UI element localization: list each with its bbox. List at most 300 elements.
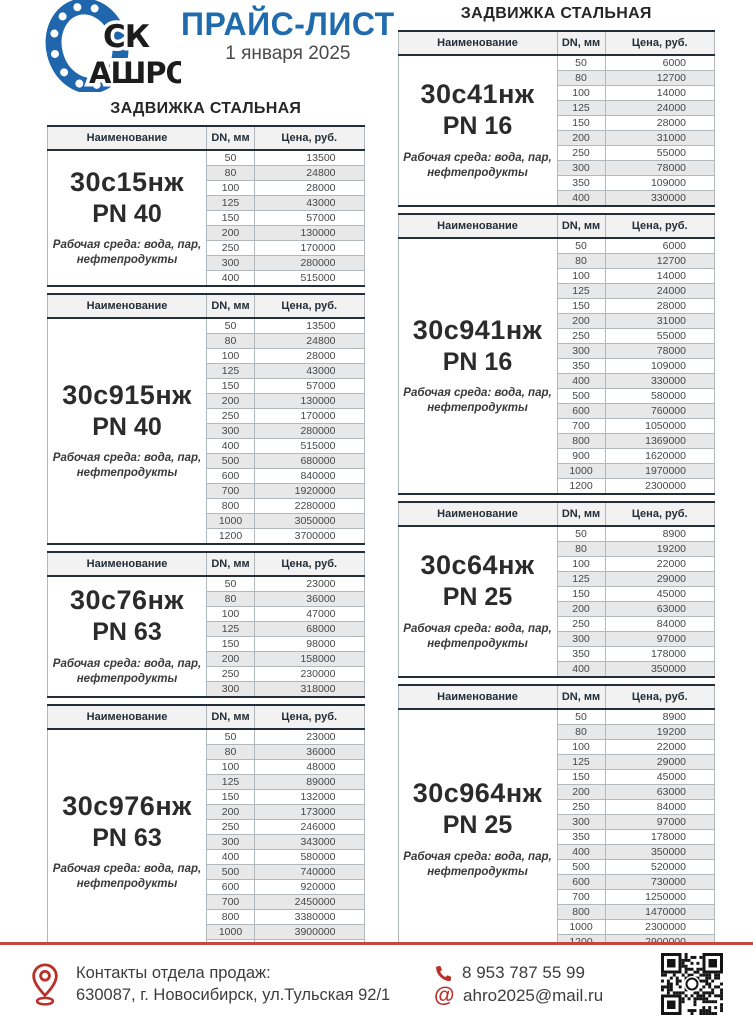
dn-value: 700 (207, 895, 255, 910)
price-value: 23000 (255, 576, 365, 592)
column-header-dn: DN, мм (207, 552, 255, 576)
dn-value: 350 (557, 176, 605, 191)
left-tables (47, 125, 365, 956)
price-value: 29000 (605, 572, 715, 587)
price-row (398, 55, 715, 71)
pressure-rating: PN 40 (92, 412, 162, 441)
dn-value: 300 (207, 256, 255, 271)
dn-value: 250 (557, 146, 605, 161)
contacts-label: Контакты отдела продаж: (76, 963, 271, 982)
logo-text-bottom: АШРО (89, 56, 181, 90)
price-value: 230000 (255, 667, 365, 682)
column-header-dn: DN, мм (557, 502, 605, 526)
section-title-right: ЗАДВИЖКА СТАЛЬНАЯ (460, 5, 652, 22)
price-value: 350000 (605, 662, 715, 678)
price-table-head (48, 294, 365, 318)
dn-value: 125 (557, 755, 605, 770)
price-value: 24000 (605, 284, 715, 299)
dn-value: 500 (557, 860, 605, 875)
right-tables (398, 30, 716, 951)
price-value: 520000 (605, 860, 715, 875)
dn-value: 150 (557, 299, 605, 314)
dn-value: 600 (207, 469, 255, 484)
price-row (398, 238, 715, 254)
reach-block (434, 963, 603, 1006)
dn-value: 50 (207, 318, 255, 334)
price-value: 24800 (255, 334, 365, 349)
price-value: 3380000 (255, 910, 365, 925)
dn-value: 80 (207, 745, 255, 760)
price-value: 280000 (255, 256, 365, 271)
product-name: 30с964нж (412, 778, 543, 809)
price-value: 130000 (255, 394, 365, 409)
price-value: 109000 (605, 176, 715, 191)
working-medium: Рабочая среда: вода, пар, нефтепродукты (52, 239, 202, 267)
price-value: 3050000 (255, 514, 365, 529)
dn-value: 50 (557, 709, 605, 725)
price-table-body (398, 526, 715, 677)
price-table-body (398, 709, 715, 950)
column-header-name: Наименование (398, 502, 557, 526)
price-value: 36000 (255, 592, 365, 607)
dn-value: 100 (557, 86, 605, 101)
dn-value: 125 (207, 775, 255, 790)
pressure-rating: PN 63 (92, 618, 162, 647)
price-value: 28000 (605, 116, 715, 131)
price-value: 515000 (255, 439, 365, 454)
dn-value: 250 (557, 800, 605, 815)
column-header-name: Наименование (398, 31, 557, 55)
price-value: 680000 (255, 454, 365, 469)
price-table-head (48, 126, 365, 150)
header-row (48, 705, 365, 729)
dn-value: 200 (207, 652, 255, 667)
dn-value: 150 (207, 790, 255, 805)
price-value: 760000 (605, 404, 715, 419)
product-cell (48, 576, 207, 697)
dn-value: 300 (557, 632, 605, 647)
dn-value: 500 (557, 389, 605, 404)
dn-value: 150 (207, 379, 255, 394)
dn-value: 1000 (207, 514, 255, 529)
price-value: 318000 (255, 682, 365, 698)
working-medium: Рабочая среда: вода, пар, нефтепродукты (52, 863, 202, 891)
price-value: 47000 (255, 607, 365, 622)
price-table-body (398, 238, 715, 494)
column-header-name: Наименование (48, 294, 207, 318)
column-header-name: Наименование (48, 552, 207, 576)
price-table-body (48, 729, 365, 955)
price-value: 280000 (255, 424, 365, 439)
price-value: 84000 (605, 617, 715, 632)
price-value: 22000 (605, 557, 715, 572)
price-row (48, 150, 365, 166)
price-table-head (48, 705, 365, 729)
product-cell (398, 526, 557, 677)
dn-value: 125 (207, 622, 255, 637)
dn-value: 80 (557, 725, 605, 740)
dn-value: 125 (557, 284, 605, 299)
price-value: 43000 (255, 364, 365, 379)
price-value: 89000 (255, 775, 365, 790)
at-sign-icon: @ (434, 983, 455, 1007)
price-table-head (48, 552, 365, 576)
price-value: 19200 (605, 542, 715, 557)
left-column (47, 0, 395, 956)
price-table-head (398, 502, 715, 526)
working-medium: Рабочая среда: вода, пар, нефтепродукты (403, 850, 552, 878)
dn-value: 700 (557, 419, 605, 434)
phone-row (434, 963, 603, 983)
working-medium: Рабочая среда: вода, пар, нефтепродукты (52, 657, 202, 685)
dn-value: 200 (207, 226, 255, 241)
brand-row (47, 0, 395, 97)
dn-value: 100 (557, 269, 605, 284)
dn-value: 350 (557, 647, 605, 662)
dn-value: 200 (557, 785, 605, 800)
price-value: 63000 (605, 602, 715, 617)
column-header-dn: DN, мм (207, 294, 255, 318)
price-value: 29000 (605, 755, 715, 770)
dn-value: 800 (557, 434, 605, 449)
price-value: 36000 (255, 745, 365, 760)
dn-value: 80 (207, 166, 255, 181)
price-table (47, 293, 365, 545)
product-name: 30с41нж (420, 79, 535, 110)
page-title: ПРАЙС-ЛИСТ (181, 6, 395, 42)
price-row (398, 709, 715, 725)
pressure-rating: PN 63 (92, 823, 162, 852)
product-name: 30с915нж (62, 379, 192, 410)
price-value: 28000 (255, 181, 365, 196)
column-header-dn: DN, мм (557, 31, 605, 55)
price-value: 57000 (255, 211, 365, 226)
dn-value: 200 (207, 394, 255, 409)
price-value: 13500 (255, 150, 365, 166)
price-value: 78000 (605, 161, 715, 176)
column-header-dn: DN, мм (557, 214, 605, 238)
dn-value: 800 (557, 905, 605, 920)
price-value: 6000 (605, 55, 715, 71)
dn-value: 600 (557, 875, 605, 890)
price-table-body (48, 576, 365, 697)
dn-value: 700 (207, 484, 255, 499)
price-value: 13500 (255, 318, 365, 334)
price-value: 84000 (605, 800, 715, 815)
price-value: 55000 (605, 329, 715, 344)
column-header-name: Наименование (48, 705, 207, 729)
column-header-dn: DN, мм (207, 705, 255, 729)
price-value: 330000 (605, 374, 715, 389)
pressure-rating: PN 16 (442, 347, 513, 376)
price-table-body (398, 55, 715, 206)
price-value: 8900 (605, 526, 715, 542)
header-row (48, 294, 365, 318)
column-header-price: Цена, руб. (605, 685, 715, 709)
dn-value: 50 (207, 729, 255, 745)
price-value: 6000 (605, 238, 715, 254)
price-value: 343000 (255, 835, 365, 850)
dn-value: 500 (207, 865, 255, 880)
dn-value: 200 (557, 131, 605, 146)
price-value: 178000 (605, 830, 715, 845)
price-value: 840000 (255, 469, 365, 484)
dn-value: 300 (557, 815, 605, 830)
footer-content (0, 945, 753, 1024)
dn-value: 200 (207, 805, 255, 820)
dn-value: 150 (557, 116, 605, 131)
dn-value: 125 (207, 364, 255, 379)
price-value: 109000 (605, 359, 715, 374)
price-table (398, 684, 716, 951)
ashro-logo (31, 0, 181, 97)
footer (0, 942, 753, 1024)
price-value: 2280000 (255, 499, 365, 514)
column-header-price: Цена, руб. (255, 126, 365, 150)
dn-value: 100 (207, 760, 255, 775)
dn-value: 100 (207, 349, 255, 364)
working-medium: Рабочая среда: вода, пар, нефтепродукты (52, 452, 202, 480)
price-value: 1920000 (255, 484, 365, 499)
product-cell (398, 55, 557, 206)
product-cell (398, 709, 557, 950)
section-title-left: ЗАДВИЖКА СТАЛЬНАЯ (110, 100, 302, 117)
price-value: 330000 (605, 191, 715, 207)
dn-value: 400 (207, 850, 255, 865)
dn-value: 1200 (207, 529, 255, 545)
price-value: 28000 (605, 299, 715, 314)
price-value: 3900000 (255, 925, 365, 940)
price-table (398, 213, 716, 495)
price-value: 19200 (605, 725, 715, 740)
qr-code (661, 953, 723, 1015)
column-header-name: Наименование (48, 126, 207, 150)
product-cell (48, 318, 207, 544)
dn-value: 300 (557, 344, 605, 359)
column-header-name: Наименование (398, 214, 557, 238)
price-value: 2300000 (605, 920, 715, 935)
price-value: 22000 (605, 740, 715, 755)
price-value: 730000 (605, 875, 715, 890)
price-value: 740000 (255, 865, 365, 880)
dn-value: 150 (557, 770, 605, 785)
header-row (48, 552, 365, 576)
price-value: 98000 (255, 637, 365, 652)
price-table (398, 501, 716, 678)
price-value: 132000 (255, 790, 365, 805)
price-table (47, 551, 365, 698)
dn-value: 800 (207, 910, 255, 925)
product-name: 30с64нж (420, 550, 535, 581)
dn-value: 350 (557, 830, 605, 845)
price-value: 45000 (605, 587, 715, 602)
dn-value: 250 (207, 820, 255, 835)
dn-value: 150 (207, 211, 255, 226)
dn-value: 350 (557, 359, 605, 374)
price-table-head (398, 214, 715, 238)
column-header-price: Цена, руб. (605, 502, 715, 526)
column-header-name: Наименование (398, 685, 557, 709)
price-value: 1470000 (605, 905, 715, 920)
logo-text-top: СК (103, 19, 150, 55)
price-value: 57000 (255, 379, 365, 394)
dn-value: 400 (557, 191, 605, 207)
price-value: 1369000 (605, 434, 715, 449)
dn-value: 400 (207, 439, 255, 454)
working-medium: Рабочая среда: вода, пар, нефтепродукты (403, 387, 552, 415)
price-value: 1620000 (605, 449, 715, 464)
header-row (398, 31, 715, 55)
price-table-head (398, 685, 715, 709)
price-value: 31000 (605, 314, 715, 329)
product-name: 30с941нж (412, 314, 543, 345)
dn-value: 1000 (557, 920, 605, 935)
price-value: 8900 (605, 709, 715, 725)
location-pin-icon (28, 961, 62, 1007)
price-value: 31000 (605, 131, 715, 146)
price-row (48, 318, 365, 334)
dn-value: 500 (207, 454, 255, 469)
price-value: 78000 (605, 344, 715, 359)
price-table-body (48, 318, 365, 544)
dn-value: 200 (557, 602, 605, 617)
price-table-body (48, 150, 365, 286)
dn-value: 80 (557, 542, 605, 557)
pressure-rating: PN 25 (442, 583, 513, 612)
price-value: 170000 (255, 409, 365, 424)
price-value: 24800 (255, 166, 365, 181)
dn-value: 125 (557, 572, 605, 587)
contacts-block (28, 961, 390, 1007)
price-value: 1250000 (605, 890, 715, 905)
dn-value: 600 (207, 880, 255, 895)
column-header-dn: DN, мм (207, 126, 255, 150)
price-value: 14000 (605, 269, 715, 284)
price-row (48, 729, 365, 745)
dn-value: 1200 (557, 479, 605, 495)
price-value: 130000 (255, 226, 365, 241)
dn-value: 100 (557, 557, 605, 572)
email-address: ahro2025@mail.ru (463, 985, 604, 1005)
dn-value: 300 (207, 835, 255, 850)
phone-number: 8 953 787 55 99 (462, 962, 585, 982)
price-value: 12700 (605, 71, 715, 86)
dn-value: 80 (207, 334, 255, 349)
header-row (398, 214, 715, 238)
product-name: 30с76нж (69, 585, 185, 616)
dn-value: 300 (207, 682, 255, 698)
price-value: 2300000 (605, 479, 715, 495)
price-value: 55000 (605, 146, 715, 161)
pressure-rating: PN 16 (442, 112, 513, 141)
price-table (47, 125, 365, 287)
dn-value: 50 (557, 238, 605, 254)
page-date: 1 января 2025 (225, 42, 351, 64)
product-cell (48, 150, 207, 286)
pressure-rating: PN 40 (92, 199, 162, 228)
dn-value: 50 (207, 150, 255, 166)
product-name: 30с15нж (69, 166, 185, 197)
dn-value: 125 (207, 196, 255, 211)
column-header-price: Цена, руб. (255, 294, 365, 318)
dn-value: 50 (557, 526, 605, 542)
dn-value: 80 (557, 71, 605, 86)
product-name: 30с976нж (62, 790, 192, 821)
price-value: 12700 (605, 254, 715, 269)
dn-value: 150 (557, 587, 605, 602)
column-header-price: Цена, руб. (605, 31, 715, 55)
dn-value: 250 (207, 667, 255, 682)
dn-value: 800 (207, 499, 255, 514)
column-header-price: Цена, руб. (255, 552, 365, 576)
dn-value: 50 (557, 55, 605, 71)
product-cell (48, 729, 207, 955)
price-value: 97000 (605, 815, 715, 830)
price-value: 173000 (255, 805, 365, 820)
dn-value: 100 (207, 181, 255, 196)
dn-value: 400 (557, 845, 605, 860)
price-value: 97000 (605, 632, 715, 647)
right-column (398, 0, 716, 956)
dn-value: 400 (557, 662, 605, 678)
title-block (181, 0, 395, 65)
price-table (47, 704, 365, 956)
dn-value: 250 (557, 329, 605, 344)
working-medium: Рабочая среда: вода, пар, нефтепродукты (403, 151, 552, 179)
dn-value: 400 (557, 374, 605, 389)
column-header-dn: DN, мм (557, 685, 605, 709)
price-row (48, 576, 365, 592)
price-value: 1050000 (605, 419, 715, 434)
price-value: 45000 (605, 770, 715, 785)
price-value: 63000 (605, 785, 715, 800)
dn-value: 100 (207, 607, 255, 622)
working-medium: Рабочая среда: вода, пар, нефтепродукты (403, 622, 552, 650)
email-row (434, 983, 604, 1007)
column-header-price: Цена, руб. (255, 705, 365, 729)
dn-value: 400 (207, 271, 255, 287)
price-table (398, 30, 716, 207)
contact-text (76, 962, 390, 1007)
price-value: 580000 (605, 389, 715, 404)
price-table-head (398, 31, 715, 55)
dn-value: 80 (557, 254, 605, 269)
price-value: 2450000 (255, 895, 365, 910)
price-value: 68000 (255, 622, 365, 637)
price-value: 170000 (255, 241, 365, 256)
column-header-price: Цена, руб. (605, 214, 715, 238)
flange-bearing-icon (31, 0, 181, 92)
dn-value: 1000 (557, 464, 605, 479)
header-row (398, 502, 715, 526)
price-row (398, 526, 715, 542)
price-value: 14000 (605, 86, 715, 101)
dn-value: 300 (207, 424, 255, 439)
dn-value: 900 (557, 449, 605, 464)
price-value: 580000 (255, 850, 365, 865)
dn-value: 600 (557, 404, 605, 419)
dn-value: 250 (207, 241, 255, 256)
price-value: 48000 (255, 760, 365, 775)
dn-value: 125 (557, 101, 605, 116)
price-value: 1970000 (605, 464, 715, 479)
dn-value: 50 (207, 576, 255, 592)
price-value: 23000 (255, 729, 365, 745)
price-value: 3700000 (255, 529, 365, 545)
dn-value: 250 (557, 617, 605, 632)
contacts-address: 630087, г. Новосибирск, ул.Тульская 92/1 (76, 986, 391, 1004)
dn-value: 250 (207, 409, 255, 424)
